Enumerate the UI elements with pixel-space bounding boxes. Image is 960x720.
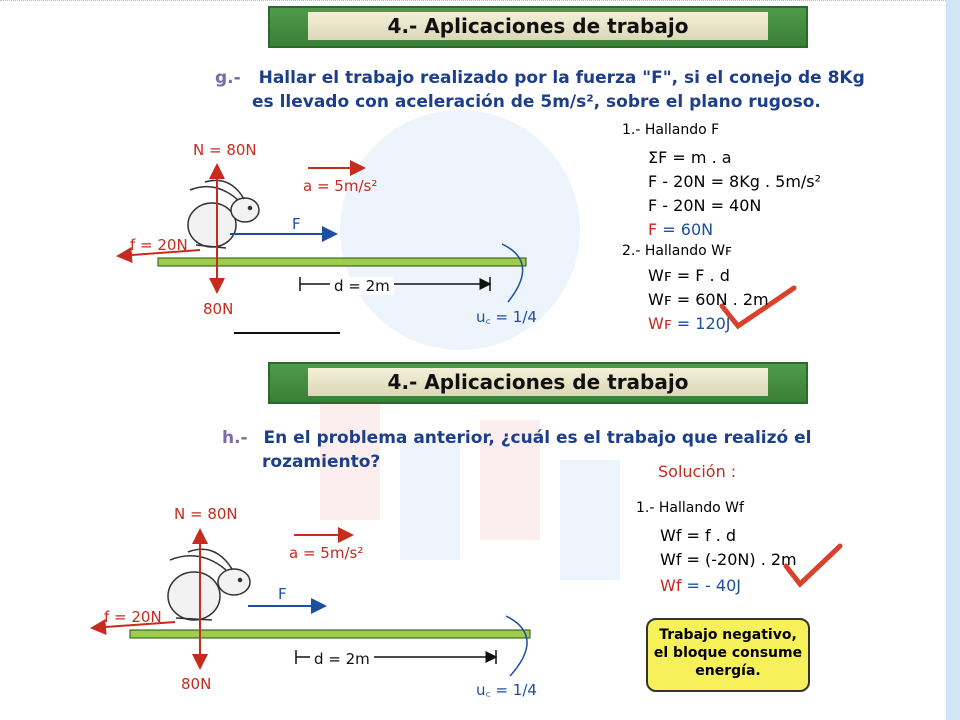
solution-eq5: Wꜰ = F . d: [648, 266, 730, 285]
eq4-label: F: [648, 220, 658, 239]
solution-step2-title: 2.- Hallando Wꜰ: [622, 243, 732, 259]
accel-label: a = 5m/s²: [289, 544, 364, 562]
distance-label: d = 2m: [330, 277, 394, 295]
note-line2: el bloque consume: [653, 645, 803, 661]
solution-eq2: Wf = (-20N) . 2m: [660, 550, 797, 569]
solution-step1-title: 1.- Hallando F: [622, 122, 720, 138]
weight-label: 80N: [203, 300, 234, 318]
eq3-label: Wf: [660, 576, 682, 595]
eq3-value: = - 40J: [686, 576, 741, 595]
force-label: F: [278, 585, 287, 603]
mu-label: u꜀ = 1/4: [476, 681, 537, 699]
banner-title: 4.- Aplicaciones de trabajo: [308, 12, 769, 40]
solution-eq3: F - 20N = 40N: [648, 196, 762, 215]
solution-eq3: [660, 576, 741, 595]
normal-force-label: N = 80N: [174, 505, 238, 523]
note-line3: energía.: [695, 663, 761, 679]
solution-eq1: Wf = f . d: [660, 526, 737, 545]
problem-label: h.-: [222, 428, 248, 448]
solution-eq6: Wꜰ = 60N . 2m: [648, 290, 769, 309]
rough-plane: [130, 630, 530, 638]
banner-title: 4.- Aplicaciones de trabajo: [308, 368, 769, 396]
solution-eq1: ΣF = m . a: [648, 148, 732, 167]
accel-label: a = 5m/s²: [303, 177, 378, 195]
problem-text-line1: En el problema anterior, ¿cuál es el trabajo que realizó el: [263, 428, 812, 448]
eq4-value: = 60N: [662, 220, 714, 239]
rabbit-icon: [168, 549, 250, 620]
problem-text-line1: Hallar el trabajo realizado por la fuerza "F", si el conejo de 8Kg: [258, 68, 865, 88]
mu-label: u꜀ = 1/4: [476, 308, 537, 326]
eq7-value: = 120J: [676, 314, 731, 333]
note-box: [646, 618, 810, 692]
solution-eq2: F - 20N = 8Kg . 5m/s²: [648, 172, 822, 191]
force-label: F: [292, 215, 301, 233]
mu-bracket: [506, 616, 527, 676]
solution-header: Solución :: [658, 462, 737, 481]
solution-step1-title: 1.- Hallando Wf: [636, 500, 744, 516]
distance-label: d = 2m: [310, 650, 374, 668]
problem-label: g.-: [215, 68, 241, 88]
weight-label: 80N: [181, 675, 212, 693]
problem-text-line2: es llevado con aceleración de 5m/s², sobre el plano rugoso.: [252, 92, 821, 112]
problem-text-line2: rozamiento?: [262, 452, 381, 472]
normal-force-label: N = 80N: [193, 141, 257, 159]
friction-label: f = 20N: [104, 608, 162, 626]
friction-label: f = 20N: [130, 236, 188, 254]
eq7-label: Wꜰ: [648, 314, 672, 333]
note-line1: Trabajo negativo,: [659, 627, 797, 643]
